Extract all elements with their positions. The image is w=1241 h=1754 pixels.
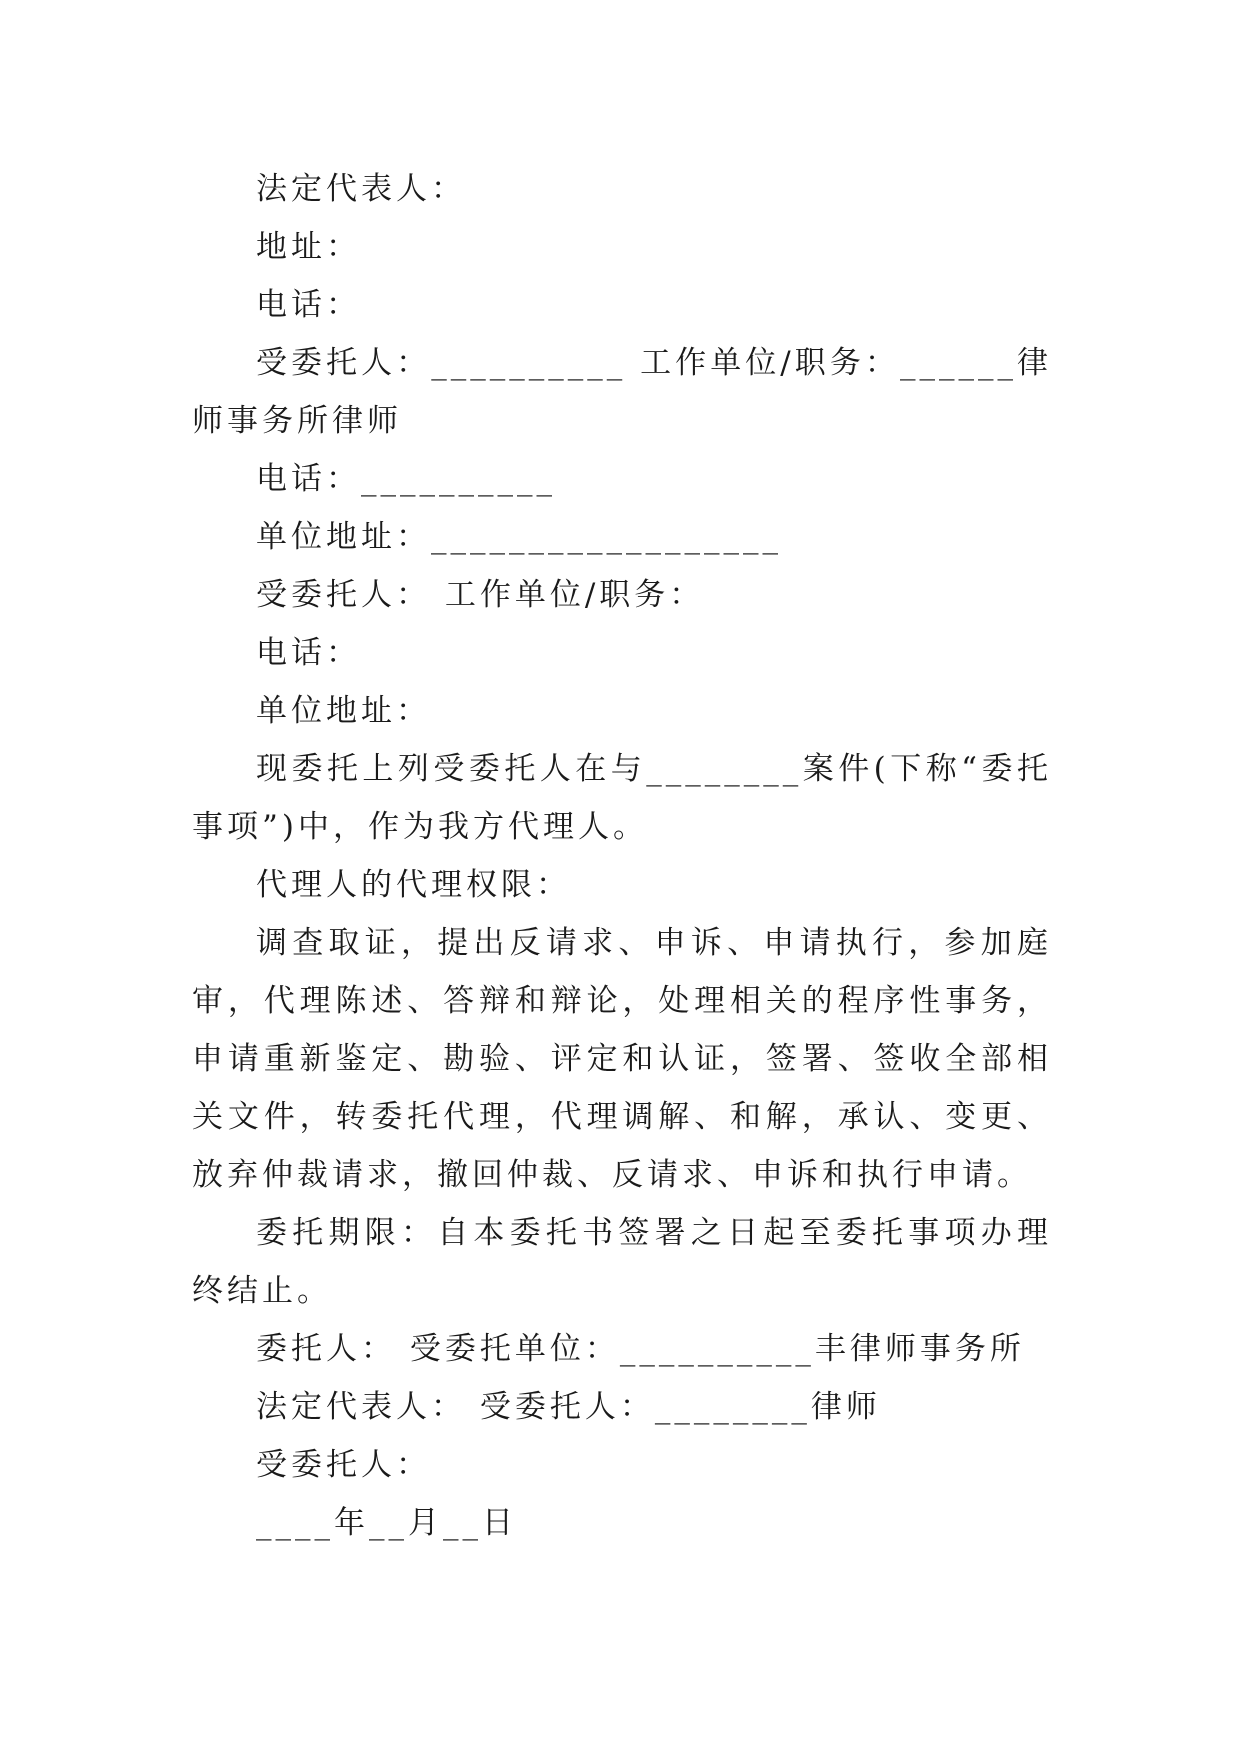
address-line: 地址： — [256, 229, 361, 265]
authority-heading: 代理人的代理权限： — [256, 867, 571, 903]
principal-signature-line: 委托人： 受委托单位：__________丰律师事务所 — [256, 1331, 1025, 1367]
agent-1-address-line: 单位地址：__________________ — [256, 519, 782, 555]
entrustment-paragraph: 现委托上列受委托人在与________案件(下称“委托事项”)中，作为我方代理人。 — [192, 751, 1052, 845]
agent-signature-line: 受委托人： — [256, 1447, 431, 1483]
agent-1-phone-line: 电话：__________ — [256, 461, 556, 497]
agent-2-line: 受委托人： 工作单位/职务： — [256, 577, 705, 613]
agent-1-line: 受委托人：__________ 工作单位/职务：______律师事务所律师 — [192, 345, 1052, 439]
date-line: ____年__月__日 — [256, 1505, 517, 1541]
agent-2-address-line: 单位地址： — [256, 693, 431, 729]
authority-paragraph: 调查取证，提出反请求、申诉、申请执行，参加庭审，代理陈述、答辩和辩论，处理相关的程序性事务，申请重新鉴定、勘验、评定和认证，签署、签收全部相关文件，转委托代理，代理调解、和解，承认、变更、放弃仲裁请求，撤回仲裁、反请求、申诉和执行申请。 — [192, 925, 1052, 1193]
legal-rep-signature-line: 法定代表人： 受委托人：________律师 — [256, 1389, 881, 1425]
legal-rep-line: 法定代表人： — [256, 171, 466, 207]
agent-2-phone-line: 电话： — [256, 635, 361, 671]
term-paragraph: 委托期限：自本委托书签署之日起至委托事项办理终结止。 — [192, 1215, 1052, 1309]
document-body — [192, 160, 1052, 1552]
phone-line: 电话： — [256, 287, 361, 323]
